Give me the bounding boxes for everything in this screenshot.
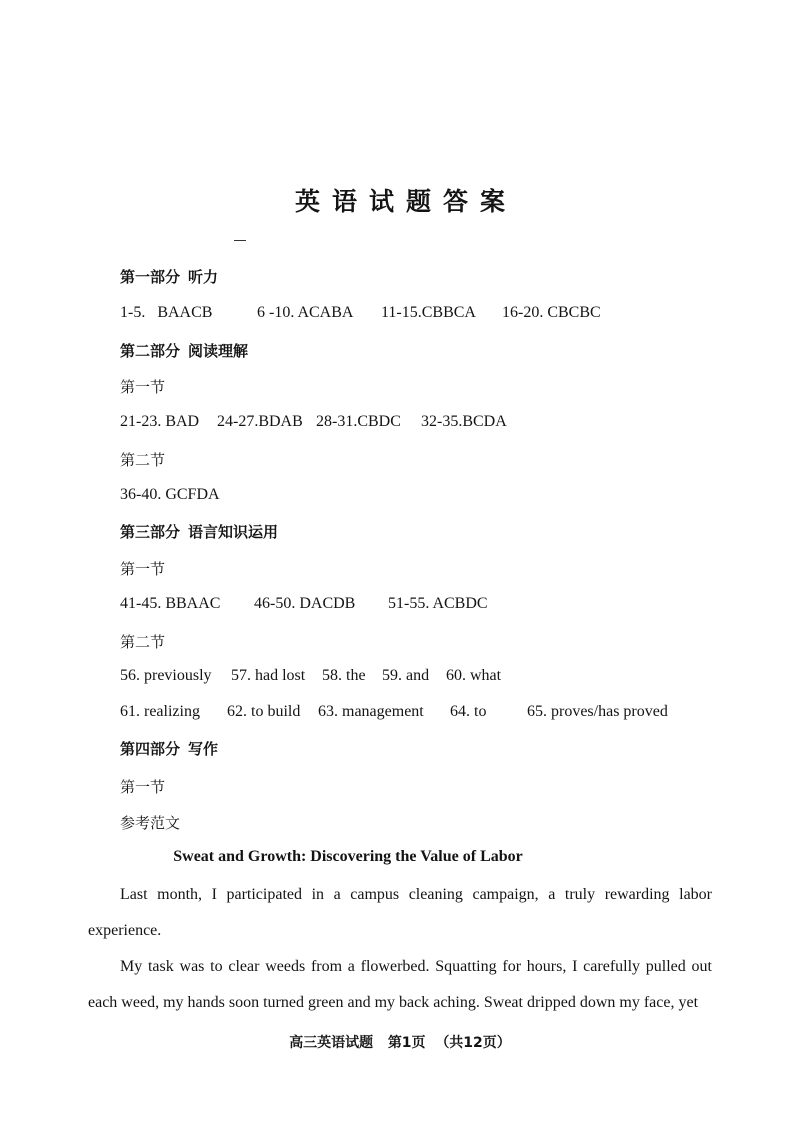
part4-heading	[120, 738, 218, 759]
answer-group: 32-35.BCDA	[421, 413, 507, 430]
part3-section1-answers	[120, 595, 488, 613]
answer-group: 6 -10. ACABA	[257, 304, 354, 321]
part2-section1-answers	[120, 413, 507, 431]
footer-subject: 高三英语试题	[289, 1035, 374, 1051]
essay-paragraph: My task was to clear weeds from a flowerbed. Squatting for hours, I carefully pulled out each weed, my hands soon turned green and my back aching. Sweat dripped down my face, yet	[88, 958, 712, 1011]
part2-section2-answers	[120, 486, 220, 504]
answer-item: 59. and	[382, 667, 430, 684]
answer-group: 41-45. BBAAC	[120, 595, 221, 612]
answer-item: 56. previously	[120, 667, 212, 684]
part2-heading	[120, 340, 248, 361]
answer-group: 1-5. BAACB	[120, 304, 213, 321]
answer-group: 21-23. BAD	[120, 413, 200, 430]
footer-page-number: 第1页	[387, 1035, 426, 1051]
answer-item: 60. what	[446, 667, 502, 684]
part3-heading	[120, 521, 278, 542]
answer-group: 36-40. GCFDA	[120, 486, 220, 503]
page-title: 英语试题答案	[294, 187, 517, 216]
answer-item: 58. the	[322, 667, 366, 684]
answer-group: 46-50. DACDB	[254, 595, 356, 612]
answer-item: 62. to build	[227, 703, 301, 720]
answer-group: 24-27.BDAB	[217, 413, 303, 430]
answer-group: 16-20. CBCBC	[502, 304, 601, 321]
part1-number: 第一部分	[120, 268, 181, 286]
answer-group: 11-15.CBBCA	[381, 304, 476, 321]
sample-essay-label: 参考范文	[120, 814, 181, 832]
answer-group: 28-31.CBDC	[316, 413, 401, 430]
essay-title: Sweat and Growth: Discovering the Value of Labor	[173, 848, 523, 865]
part3-name: 语言知识运用	[188, 523, 279, 541]
part3-section1-label: 第一节	[120, 560, 166, 578]
answer-item: 57. had lost	[231, 667, 306, 684]
stray-mark	[234, 240, 246, 241]
part3-section2-row1	[120, 667, 501, 685]
part2-name: 阅读理解	[188, 342, 249, 360]
answer-item: 65. proves/has proved	[527, 703, 668, 720]
part1-heading	[120, 266, 218, 287]
part4-name: 写作	[188, 740, 219, 758]
part4-number: 第四部分	[120, 740, 181, 758]
answer-item: 61. realizing	[120, 703, 200, 720]
part3-section2-label: 第二节	[120, 633, 166, 651]
essay-paragraph: Last month, I participated in a campus cleaning campaign, a truly rewarding labor experience.	[88, 886, 712, 939]
part1-answers	[120, 304, 601, 322]
part3-section2-row2	[120, 703, 668, 721]
part3-number: 第三部分	[120, 523, 181, 541]
part2-number: 第二部分	[120, 342, 181, 360]
answer-item: 64. to	[450, 703, 487, 720]
part1-name: 听力	[188, 268, 219, 286]
part2-section2-label: 第二节	[120, 451, 166, 469]
part4-section1-label: 第一节	[120, 778, 166, 796]
part2-section1-label: 第一节	[120, 378, 166, 396]
page-footer	[0, 1032, 800, 1052]
answer-item: 63. management	[318, 703, 424, 720]
answer-group: 51-55. ACBDC	[388, 595, 488, 612]
footer-page-total: （共12页）	[435, 1035, 511, 1051]
